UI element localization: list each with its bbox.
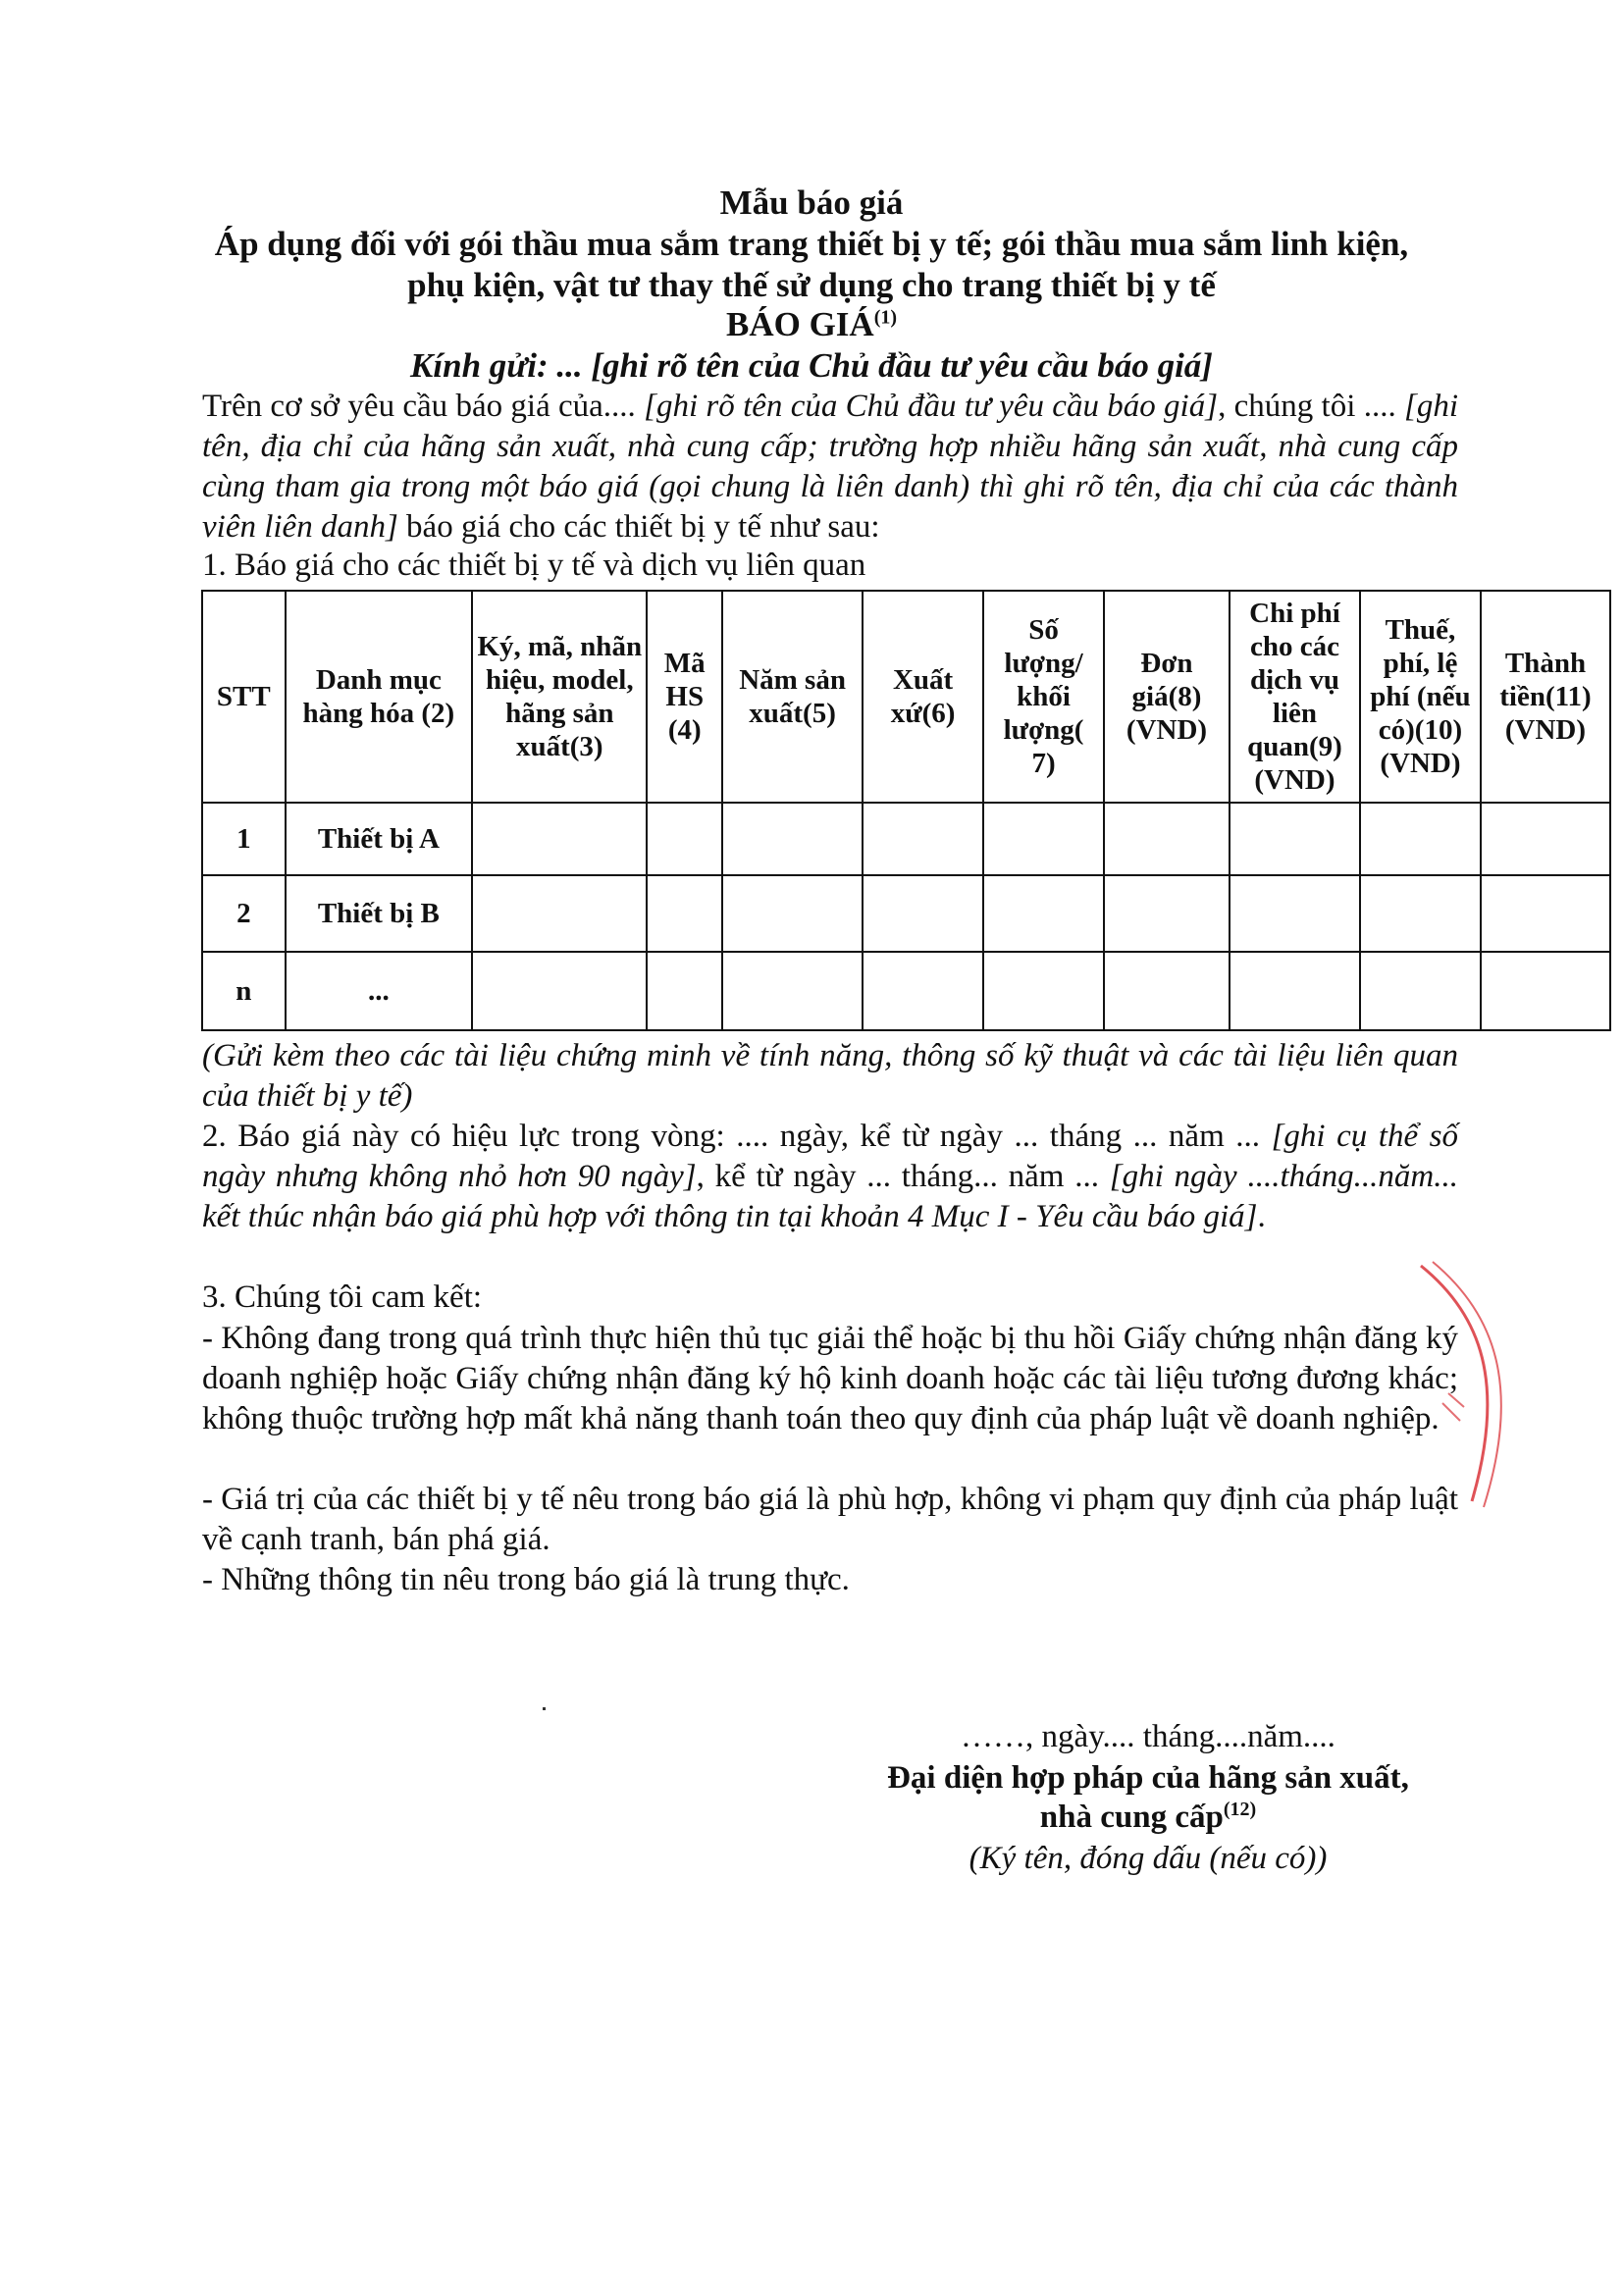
- table-note: (Gửi kèm theo các tài liệu chứng minh về tính năng, thông số kỹ thuật và các tài liệu liên quan của thiết bị y tế): [202, 1038, 1458, 1114]
- header-origin: Xuất xứ(6): [863, 591, 983, 803]
- cell-empty: [1481, 875, 1610, 952]
- section-2-hint-b: [ghi ngày ....tháng...năm... kết thúc nhận báo giá phù hợp với thông tin tại khoản 4 Mục I - Yêu cầu báo giá]: [202, 1159, 1458, 1234]
- cell-empty: [1360, 952, 1481, 1030]
- intro-text-c: báo giá cho các thiết bị y tế như sau:: [397, 509, 880, 545]
- header-goods-list: Danh mục hàng hóa (2): [286, 591, 472, 803]
- table-row: [202, 875, 1610, 952]
- cell-empty: [983, 875, 1104, 952]
- quote-title: [147, 304, 1476, 345]
- section-3-heading: 3. Chúng tôi cam kết:: [202, 1279, 483, 1315]
- cell-stt: n: [202, 952, 286, 1030]
- section-2-text-a: 2. Báo giá này có hiệu lực trong vòng: .... ngày, kể từ ngày ... tháng ... năm ...: [202, 1119, 1261, 1154]
- header-model: Ký, mã, nhãn hiệu, model, hãng sản xuất(3): [472, 591, 647, 803]
- header-year: Năm sản xuất(5): [722, 591, 863, 803]
- header-total: Thành tiền(11) (VND): [1481, 591, 1610, 803]
- cell-empty: [722, 803, 863, 875]
- commitment-item: - Giá trị của các thiết bị y tế nêu trong báo giá là phù hợp, không vi phạm quy định của pháp luật về cạnh tranh, bán phá giá.: [202, 1482, 1458, 1557]
- cell-goods: Thiết bị B: [286, 875, 472, 952]
- header-tax: Thuế, phí, lệ phí (nếu có)(10) (VND): [1360, 591, 1481, 803]
- cell-empty: [1104, 875, 1230, 952]
- addressee-label: Kính gửi: ...: [410, 346, 583, 385]
- table-row: [202, 952, 1610, 1030]
- section-1-heading: 1. Báo giá cho các thiết bị y tế và dịch vụ liên quan: [202, 548, 866, 583]
- cell-goods: Thiết bị A: [286, 803, 472, 875]
- cell-empty: [1360, 875, 1481, 952]
- signature-rep-line-1: Đại diện hợp pháp của hãng sản xuất,: [887, 1760, 1409, 1796]
- quote-title-footnote: (1): [873, 306, 898, 329]
- scan-speck: [543, 1707, 546, 1710]
- cell-empty: [1481, 803, 1610, 875]
- cell-empty: [1230, 875, 1360, 952]
- cell-empty: [722, 952, 863, 1030]
- addressee-line: [147, 345, 1476, 387]
- cell-empty: [647, 875, 722, 952]
- cell-empty: [472, 875, 647, 952]
- cell-empty: [472, 803, 647, 875]
- commitment-item: - Những thông tin nêu trong báo giá là trung thực.: [202, 1562, 850, 1597]
- cell-empty: [863, 803, 983, 875]
- cell-empty: [983, 952, 1104, 1030]
- section-2-text-b: , kể từ ngày ... tháng... năm ...: [696, 1159, 1099, 1194]
- cell-empty: [863, 875, 983, 952]
- intro-hint-a: [ghi rõ tên của Chủ đầu tư yêu cầu báo giá]: [644, 389, 1219, 424]
- cell-empty: [1230, 952, 1360, 1030]
- cell-empty: [1230, 803, 1360, 875]
- cell-empty: [472, 952, 647, 1030]
- intro-text-a: Trên cơ sở yêu cầu báo giá của....: [202, 389, 636, 424]
- intro-text-b: , chúng tôi ....: [1218, 389, 1396, 424]
- cell-stt: 2: [202, 875, 286, 952]
- header-unit-price: Đơn giá(8) (VND): [1104, 591, 1230, 803]
- signature-footnote: (12): [1223, 1799, 1257, 1820]
- quote-title-text: BÁO GIÁ: [725, 305, 874, 343]
- addressee-hint: [ghi rõ tên của Chủ đầu tư yêu cầu báo giá]: [591, 346, 1213, 385]
- cell-empty: [863, 952, 983, 1030]
- section-2-text-c: .: [1257, 1199, 1266, 1234]
- commitment-item: - Không đang trong quá trình thực hiện thủ tục giải thể hoặc bị thu hồi Giấy chứng nhận đăng ký doanh nghiệp hoặc Giấy chứng nhận đăng ký hộ kinh doanh hoặc các tài liệu tương đương khác; không thuộc trường hợp mất khả năng thanh toán theo quy định của pháp luật về doanh nghiệp.: [202, 1321, 1458, 1436]
- table-row: [202, 803, 1610, 875]
- cell-empty: [983, 803, 1104, 875]
- signature-rep-text: nhà cung cấp: [1039, 1800, 1224, 1835]
- cell-empty: [647, 952, 722, 1030]
- section-2-hint-a: [ghi cụ thể số ngày nhưng không nhỏ hơn 90 ngày]: [202, 1119, 1458, 1194]
- cell-empty: [1360, 803, 1481, 875]
- header-stt: STT: [202, 591, 286, 803]
- quotation-table: [201, 590, 1611, 1031]
- cell-empty: [1104, 952, 1230, 1030]
- scope-line-1: Áp dụng đối với gói thầu mua sắm trang thiết bị y tế; gói thầu mua sắm linh kiện,: [214, 225, 1409, 263]
- cell-empty: [722, 875, 863, 952]
- header-hs-code: Mã HS (4): [647, 591, 722, 803]
- signature-date-line: ……, ngày.... tháng....năm....: [961, 1719, 1335, 1754]
- cell-empty: [1481, 952, 1610, 1030]
- form-title: Mẫu báo giá: [719, 183, 904, 222]
- cell-goods: ...: [286, 952, 472, 1030]
- cell-empty: [647, 803, 722, 875]
- header-quantity: Số lượng/ khối lượng( 7): [983, 591, 1104, 803]
- red-stamp-fragment: [1413, 1256, 1531, 1511]
- table-header-row: [202, 591, 1610, 803]
- header-service-cost: Chi phí cho các dịch vụ liên quan(9) (VND): [1230, 591, 1360, 803]
- section-2-paragraph: [202, 1117, 1458, 1237]
- signature-hint: (Ký tên, đóng dấu (nếu có)): [969, 1841, 1328, 1876]
- signature-rep-line-2: [824, 1798, 1472, 1837]
- intro-hint-b: [ghi tên, địa chỉ của hãng sản xuất, nhà cung cấp; trường hợp nhiều hãng sản xuất, nhà cung cấp cùng tham gia trong một báo giá (gọi chung là liên danh) thì ghi rõ tên, địa chỉ của các thành viên liên danh]: [202, 389, 1459, 545]
- scope-line-2: phụ kiện, vật tư thay thế sử dụng cho trang thiết bị y tế: [407, 266, 1216, 304]
- cell-stt: 1: [202, 803, 286, 875]
- intro-paragraph: [202, 387, 1458, 548]
- cell-empty: [1104, 803, 1230, 875]
